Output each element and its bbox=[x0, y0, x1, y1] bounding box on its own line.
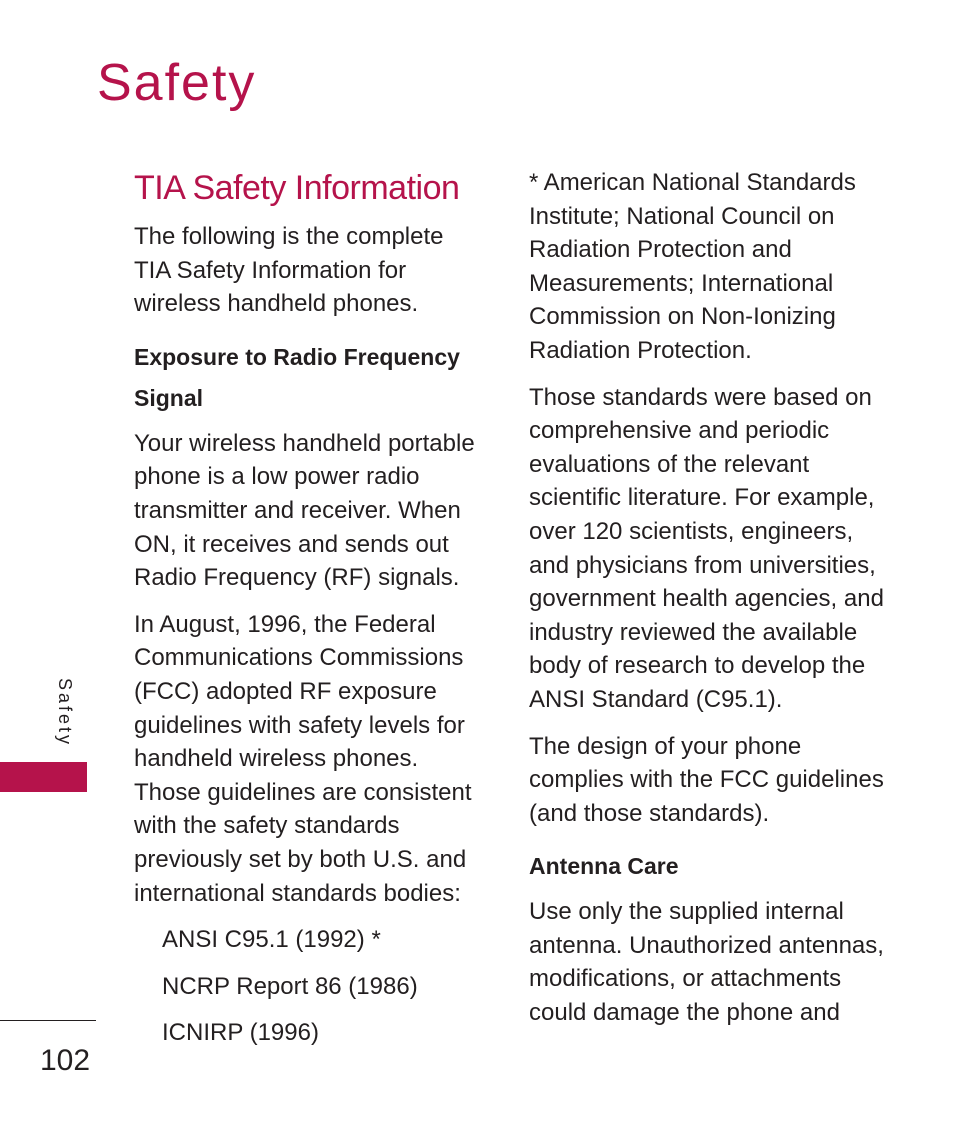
footnote-paragraph: * American National Standards Institute; National Council on Radiation Protection and Measurements; International Commission on Non-Ionizing Radiation Protection. bbox=[529, 169, 856, 364]
footer-divider bbox=[0, 1020, 96, 1021]
left-column bbox=[134, 166, 480, 1063]
standards-basis-paragraph: Those standards were based on comprehensive and periodic evaluations of the relevant scientific literature. For example, over 120 scientists, engineers, and physicians from universities, government health agencies, and industry reviewed the available body of research to develop the ANSI Standard (C95.1). bbox=[529, 383, 884, 713]
standard-item: ICNIRP (1996) bbox=[162, 1019, 319, 1047]
page-title: Safety bbox=[97, 54, 257, 112]
antenna-heading: Antenna Care bbox=[529, 853, 679, 880]
right-column bbox=[529, 166, 889, 1043]
exposure-heading: Exposure to Radio Frequency Signal bbox=[134, 343, 460, 411]
standard-item: NCRP Report 86 (1986) bbox=[162, 972, 418, 1000]
intro-paragraph: The following is the complete TIA Safety Information for wireless handheld phones. bbox=[134, 223, 444, 318]
page-number: 102 bbox=[40, 1044, 91, 1077]
section-title: TIA Safety Information bbox=[134, 169, 460, 207]
standards-list bbox=[134, 923, 480, 1050]
antenna-paragraph: Use only the supplied internal antenna. Unauthorized antennas, modifications, or attachments could damage the phone and bbox=[529, 898, 884, 1027]
fcc-paragraph: In August, 1996, the Federal Communications Commissions (FCC) adopted RF exposure guidelines with safety levels for handheld wireless phones. Those guidelines are consistent with the safety standards previously set by both U.S. and international standards bodies: bbox=[134, 610, 472, 907]
design-paragraph: The design of your phone complies with the FCC guidelines (and those standards). bbox=[529, 732, 884, 827]
standard-item: ANSI C95.1 (1992) * bbox=[162, 926, 381, 954]
side-tab-label: Safety bbox=[55, 678, 75, 748]
side-tab-marker bbox=[0, 762, 87, 792]
rf-paragraph: Your wireless handheld portable phone is a low power radio transmitter and receiver. When ON, it receives and sends out Radio Frequency (RF) signals. bbox=[134, 429, 475, 592]
